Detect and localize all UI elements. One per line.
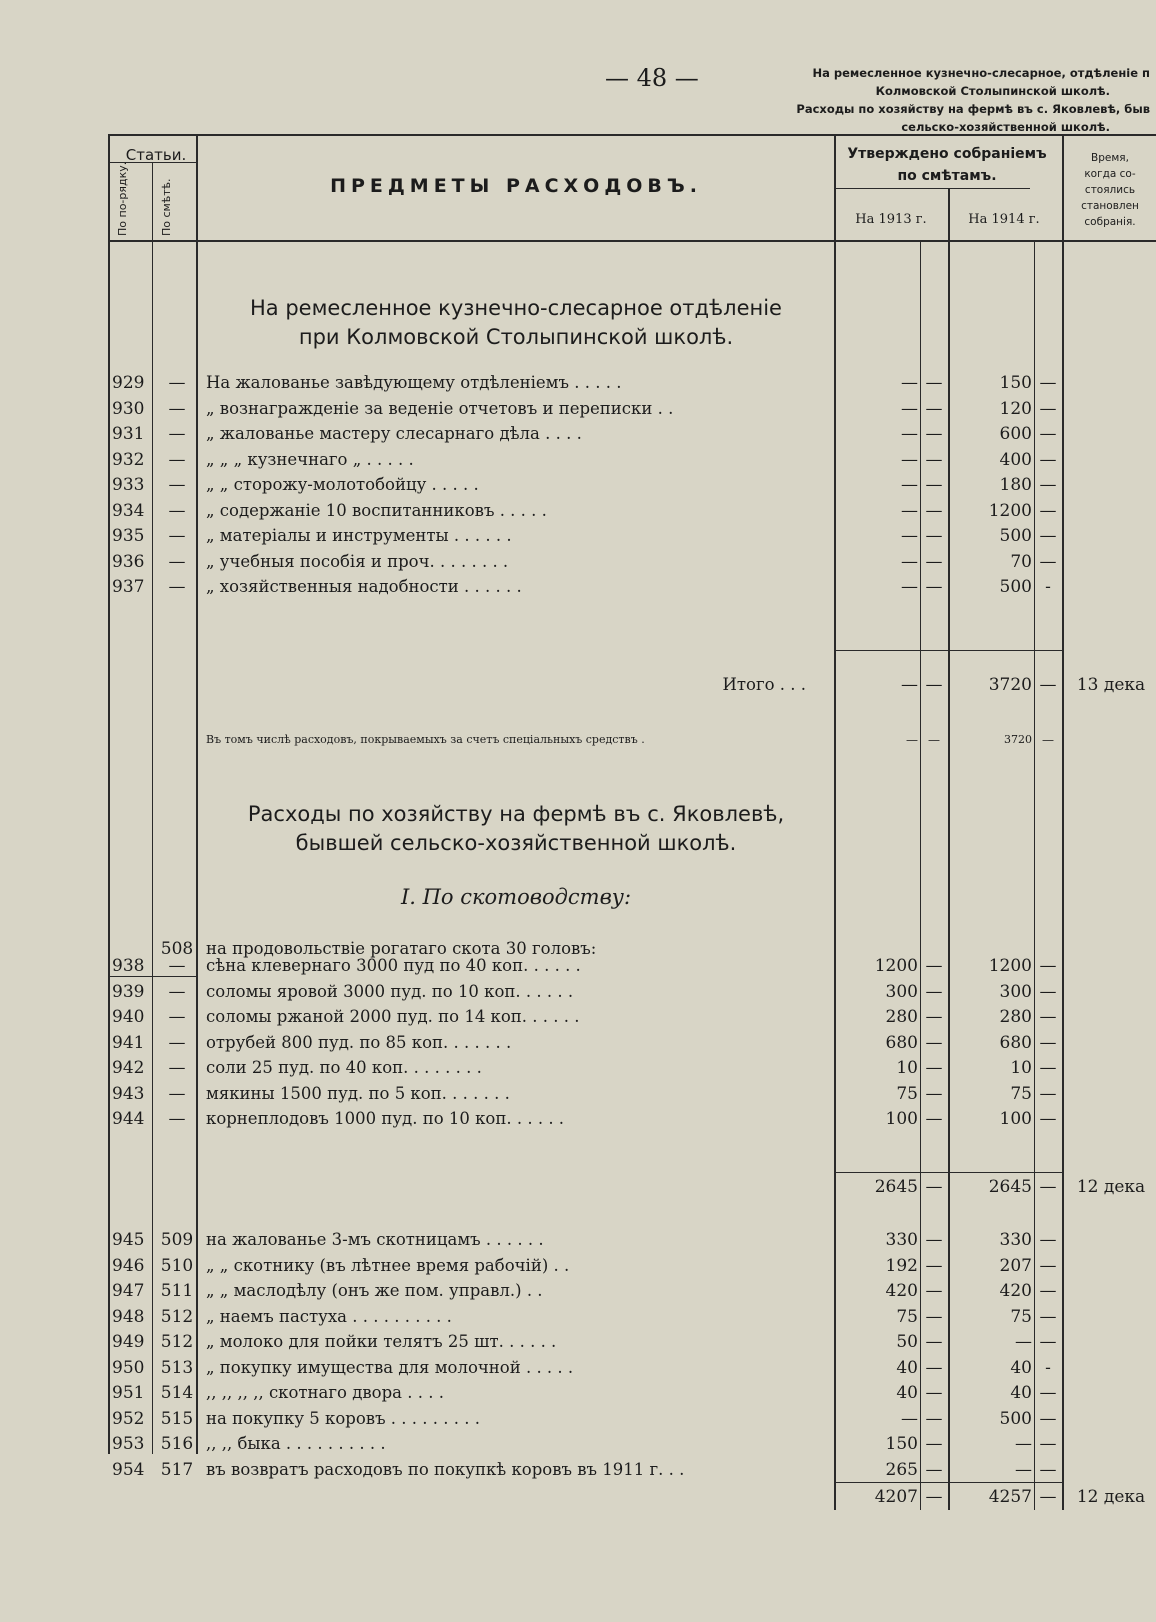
estimate-number: — (168, 577, 186, 597)
section1-total-rule (834, 650, 1062, 651)
subtotal-b-time: 12 дека (1076, 1487, 1146, 1507)
subtotal-b-1913-kop: — (925, 1487, 943, 1507)
header-by-order: По по-рядку. (116, 161, 129, 236)
amount-1913: 420 (885, 1281, 918, 1301)
amount-1913: — (901, 526, 918, 546)
kopecks-1914: — (1039, 1032, 1057, 1053)
ledger-row (0, 1253, 1156, 1279)
expense-description: соли 25 пуд. по 40 коп. . . . . . . . (206, 1058, 482, 1077)
kopecks-1914: — (1039, 1281, 1057, 1301)
amount-1913: 150 (885, 1434, 918, 1454)
subtotal-a-rule (834, 1172, 1062, 1173)
amount-1914: 500 (999, 577, 1032, 597)
kopecks-1913: — (925, 373, 943, 393)
header-approved (836, 143, 1058, 187)
row-number: 930 (112, 398, 145, 419)
expense-description: соломы ржаной 2000 пуд. по 14 коп. . . . . . (206, 1007, 580, 1026)
ledger-row (0, 1081, 1156, 1107)
header-time-line-4: становлен (1081, 200, 1139, 212)
subtotal-a-1913-kop: — (925, 1177, 943, 1197)
kopecks-1913: — (925, 500, 943, 521)
expense-description: ,, ,, ,, ,, скотнаго двора . . . . (206, 1383, 444, 1402)
section2-title (200, 800, 832, 858)
subtotal-b-1913: 4207 (874, 1487, 918, 1507)
header-approved-line-2: по смѣтамъ. (897, 168, 997, 184)
section1-total-row (0, 672, 1156, 698)
ledger-row (0, 953, 1156, 979)
amount-1913: — (901, 551, 918, 572)
expense-description: отрубей 800 пуд. по 85 коп. . . . . . . (206, 1032, 512, 1052)
expense-description: корнеплодовъ 1000 пуд. по 10 коп. . . . . . (206, 1109, 565, 1128)
running-head (730, 64, 1150, 136)
special-funds-note: Въ томъ числѣ расходовъ, покрываемыхъ за счетъ спеціальныхъ средствъ . (206, 733, 645, 746)
section1-title-line-2: при Колмовской Столыпинской школѣ. (298, 325, 734, 349)
estimate-number: — (168, 373, 186, 393)
estimate-number: 516 (160, 1434, 194, 1454)
header-items: ПРЕДМЕТЫ РАСХОДОВЪ. (330, 175, 702, 197)
header-time-line-1: Время, (1091, 152, 1129, 164)
row-number: 953 (112, 1434, 145, 1454)
expense-description: въ возвратъ расходовъ по покупкѣ коровъ въ 1911 г. . . (206, 1459, 685, 1479)
ledger-row (0, 523, 1156, 549)
ledger-row (0, 1304, 1156, 1330)
header-time-line-5: собранія. (1084, 216, 1136, 228)
kopecks-1913: — (925, 956, 943, 976)
amount-1913: 100 (885, 1109, 918, 1129)
kopecks-1914: — (1039, 551, 1057, 572)
table-top-rule (108, 134, 1156, 136)
amount-1914: 280 (999, 1007, 1032, 1027)
ledger-row (0, 370, 1156, 396)
kopecks-1914: — (1039, 1383, 1057, 1403)
ledger-row (0, 1030, 1156, 1056)
estimate-number: 513 (160, 1357, 194, 1378)
kopecks-1913: — (925, 1109, 943, 1129)
estimate-number: 515 (160, 1408, 194, 1429)
amount-1914: 100 (999, 1109, 1032, 1129)
kopecks-1913: — (925, 526, 943, 546)
amount-1914: 600 (999, 424, 1032, 444)
amount-1913: 10 (896, 1058, 918, 1078)
subtotal-b-1914: 4257 (988, 1487, 1032, 1507)
kopecks-1913: — (925, 1459, 943, 1480)
kopecks-1914: — (1039, 1230, 1057, 1250)
ledger-row (0, 1004, 1156, 1030)
kopecks-1913: — (925, 981, 943, 1002)
cattle-feed-desc: на продовольствіе рогатаго скота 30 головъ: (206, 939, 597, 958)
kopecks-1914: — (1039, 526, 1057, 546)
row-number: 948 (112, 1306, 145, 1327)
amount-1914: — (1015, 1332, 1032, 1352)
expense-description: „ „ маслодѣлу (онъ же пом. управл.) . . (206, 1281, 543, 1300)
kopecks-1914: - (1045, 1357, 1051, 1378)
ledger-row (0, 574, 1156, 600)
kopecks-1914: — (1039, 1058, 1057, 1078)
estimate-number: — (168, 475, 186, 495)
kopecks-1913: — (925, 1032, 943, 1053)
estimate-number: 511 (160, 1281, 194, 1301)
estimate-number: 512 (160, 1332, 194, 1352)
ledger-row (0, 421, 1156, 447)
amount-1914: 680 (999, 1032, 1032, 1053)
amount-1914: 40 (1010, 1383, 1032, 1403)
cattle-estimate-no: 508 (160, 939, 194, 959)
ledger-row (0, 1278, 1156, 1304)
kopecks-1913: — (925, 551, 943, 572)
estimate-number: 514 (160, 1383, 194, 1403)
amount-1913: — (901, 424, 918, 444)
total-time: 13 дека (1076, 675, 1146, 695)
estimate-number: — (168, 424, 186, 444)
kopecks-1914: — (1039, 373, 1057, 393)
subtotal-a-time: 12 дека (1076, 1177, 1146, 1197)
ledger-row (0, 1431, 1156, 1457)
kopecks-1913: — (925, 1083, 943, 1104)
amount-1913: 75 (896, 1083, 918, 1104)
amount-1913: — (901, 500, 918, 521)
ledger-row (0, 1406, 1156, 1432)
note-1913-kop: — (928, 733, 940, 747)
amount-1914: 120 (999, 398, 1032, 419)
kopecks-1914: — (1039, 1109, 1057, 1129)
estimate-number: — (168, 1083, 186, 1104)
amount-1914: 1200 (988, 956, 1032, 976)
subtotal-a-row (0, 1174, 1156, 1200)
kopecks-1914: — (1039, 1083, 1057, 1104)
section1-title (200, 294, 832, 352)
amount-1914: — (1015, 1434, 1032, 1454)
estimate-number: 510 (160, 1255, 194, 1276)
kopecks-1913: — (925, 475, 943, 495)
section2-title-line-1: Расходы по хозяйству на фермѣ въ с. Яковлевѣ, (247, 802, 785, 826)
running-head-line-3: Расходы по хозяйству на фермѣ въ с. Яковлевѣ, быв (796, 102, 1150, 116)
approved-rule (834, 188, 1030, 189)
section1-title-line-1: На ремесленное кузнечно-слесарное отдѣленіе (250, 296, 782, 320)
amount-1914: 180 (999, 475, 1032, 495)
ledger-row (0, 1380, 1156, 1406)
kopecks-1913: — (925, 449, 943, 470)
kopecks-1914: — (1039, 956, 1057, 976)
row-number: 929 (112, 373, 145, 393)
estimate-number: — (168, 526, 186, 546)
row-number: 938 (112, 956, 145, 976)
header-approved-line-1: Утверждено собраніемъ (847, 146, 1047, 162)
running-head-line-1: На ремесленное кузнечно-слесарное, отдѣленіе п (812, 66, 1150, 80)
note-1913: — (906, 733, 918, 747)
estimate-number: — (168, 981, 186, 1002)
ledger-row (0, 396, 1156, 422)
kopecks-1914: — (1039, 1332, 1057, 1352)
expense-description: „ покупку имущества для молочной . . . . . (206, 1357, 574, 1377)
kopecks-1914: — (1039, 1007, 1057, 1027)
row-number: 943 (112, 1083, 145, 1104)
amount-1914: 300 (999, 981, 1032, 1002)
kopecks-1913: — (925, 1058, 943, 1078)
estimate-number: — (168, 1007, 186, 1027)
kopecks-1913: — (925, 424, 943, 444)
amount-1914: 420 (999, 1281, 1032, 1301)
row-number: 950 (112, 1357, 145, 1378)
amount-1913: — (901, 475, 918, 495)
row-number: 935 (112, 526, 145, 546)
section2-title-line-2: бывшей сельско-хозяйственной школѣ. (295, 831, 737, 855)
subtotal-b-rule (834, 1482, 1062, 1483)
amount-1913: 1200 (874, 956, 918, 976)
amount-1913: — (901, 398, 918, 419)
estimate-number: — (168, 1109, 186, 1129)
amount-1914: 150 (999, 373, 1032, 393)
row-number: 941 (112, 1032, 145, 1053)
estimate-number: 512 (160, 1306, 194, 1327)
kopecks-1913: — (925, 1007, 943, 1027)
estimate-number: — (168, 551, 186, 572)
kopecks-1914: — (1039, 1255, 1057, 1276)
row-number: 933 (112, 475, 145, 495)
amount-1914: 330 (999, 1230, 1032, 1250)
expense-description: „ вознагражденіе за веденіе отчетовъ и переписки . . (206, 398, 674, 418)
note-1914: 3720 (1004, 733, 1032, 746)
note-1914-kop: — (1042, 733, 1054, 747)
expense-description: „ матеріалы и инструменты . . . . . . (206, 526, 512, 545)
kopecks-1913: — (925, 1357, 943, 1378)
ledger-row (0, 472, 1156, 498)
expense-description: „ содержаніе 10 воспитанниковъ . . . . . (206, 500, 547, 520)
kopecks-1913: — (925, 1383, 943, 1403)
row-number: 954 (112, 1459, 145, 1480)
expense-description: „ жалованье мастеру слесарнаго дѣла . . . . (206, 424, 582, 443)
kopecks-1914: — (1039, 981, 1057, 1002)
header-year-1914: На 1914 г. (968, 212, 1040, 227)
amount-1914: 70 (1010, 551, 1032, 572)
row-number: 945 (112, 1230, 145, 1250)
row-number: 934 (112, 500, 145, 521)
expense-description: „ „ скотнику (въ лѣтнее время рабочій) . . (206, 1255, 570, 1275)
kopecks-1914: — (1039, 500, 1057, 521)
kopecks-1914: — (1039, 398, 1057, 419)
section2-subtitle: I. По скотоводству: (400, 885, 632, 909)
header-time-line-3: стоялись (1084, 184, 1136, 196)
amount-1913: — (901, 577, 918, 597)
estimate-number: 509 (160, 1230, 194, 1250)
amount-1914: 500 (999, 526, 1032, 546)
estimate-number: — (168, 449, 186, 470)
subtotal-b-row (0, 1484, 1156, 1510)
ledger-row (0, 979, 1156, 1005)
ledger-row (0, 1227, 1156, 1253)
expense-description: ,, ,, быка . . . . . . . . . . (206, 1434, 386, 1453)
amount-1913: 680 (885, 1032, 918, 1053)
kopecks-1914: — (1039, 1408, 1057, 1429)
amount-1913: 40 (896, 1383, 918, 1403)
row-number: 952 (112, 1408, 145, 1429)
amount-1914: 400 (999, 449, 1032, 470)
expense-description: „ наемъ пастуха . . . . . . . . . . (206, 1306, 452, 1326)
expense-description: „ „ „ кузнечнаго „ . . . . . (206, 449, 414, 469)
kopecks-1913: — (925, 1408, 943, 1429)
kopecks-1913: — (925, 1332, 943, 1352)
row-number: 944 (112, 1109, 145, 1129)
amount-1913: 280 (885, 1007, 918, 1027)
kopecks-1913: — (925, 398, 943, 419)
amount-1913: — (901, 373, 918, 393)
estimate-number: — (168, 500, 186, 521)
amount-1913: 265 (885, 1459, 918, 1480)
row-number: 932 (112, 449, 145, 470)
estimate-number: — (168, 398, 186, 419)
row-number: 946 (112, 1255, 145, 1276)
header-time-line-2: когда со- (1084, 168, 1136, 180)
header-articles: Статьи. (125, 146, 187, 164)
total-1913: — (901, 675, 918, 695)
running-head-line-2: Колмовской Столыпинской школѣ. (875, 84, 1110, 98)
amount-1913: 300 (885, 981, 918, 1002)
kopecks-1914: — (1039, 449, 1057, 470)
amount-1914: 75 (1010, 1083, 1032, 1104)
kopecks-1913: — (925, 577, 943, 597)
ledger-row (0, 498, 1156, 524)
kopecks-1913: — (925, 1230, 943, 1250)
ledger-row (0, 447, 1156, 473)
amount-1914: — (1015, 1459, 1032, 1480)
ledger-row (0, 1457, 1156, 1483)
total-label: Итого . . . (722, 675, 806, 694)
row-number: 939 (112, 981, 145, 1002)
subtotal-a-1914-kop: — (1039, 1177, 1057, 1197)
expense-description: мякины 1500 пуд. по 5 коп. . . . . . . (206, 1083, 510, 1103)
estimate-number: — (168, 1032, 186, 1053)
kopecks-1914: — (1039, 424, 1057, 444)
subtotal-a-1913: 2645 (874, 1177, 918, 1197)
expense-description: на покупку 5 коровъ . . . . . . . . . (206, 1408, 480, 1428)
estimate-number: — (168, 956, 186, 976)
amount-1914: 40 (1010, 1357, 1032, 1378)
ledger-row (0, 1055, 1156, 1081)
row-number: 951 (112, 1383, 145, 1403)
header-time (1064, 150, 1156, 230)
ledger-row (0, 1106, 1156, 1132)
expense-description: „ молоко для пойки телятъ 25 шт. . . . . . (206, 1332, 557, 1351)
estimate-number: 517 (160, 1459, 194, 1480)
expense-description: „ „ сторожу-молотобойцу . . . . . (206, 475, 479, 494)
header-bottom-rule (108, 240, 1156, 242)
total-1914: 3720 (988, 675, 1032, 695)
row-number: 937 (112, 577, 145, 597)
expense-description: сѣна клевернаго 3000 пуд по 40 коп. . . . . . (206, 956, 581, 975)
amount-1913: 330 (885, 1230, 918, 1250)
row-number: 940 (112, 1007, 145, 1027)
expense-description: на жалованье 3-мъ скотницамъ . . . . . . (206, 1230, 544, 1249)
kopecks-1914: — (1039, 1459, 1057, 1480)
expense-description: „ хозяйственныя надобности . . . . . . (206, 577, 522, 596)
expense-description: соломы яровой 3000 пуд. по 10 коп. . . . . . (206, 981, 574, 1001)
kopecks-1913: — (925, 1281, 943, 1301)
kopecks-1913: — (925, 1255, 943, 1276)
kopecks-1914: — (1039, 1306, 1057, 1327)
header-year-1913: На 1913 г. (855, 212, 927, 227)
amount-1914: 75 (1010, 1306, 1032, 1327)
kopecks-1913: — (925, 1434, 943, 1454)
row-number: 936 (112, 551, 145, 572)
amount-1913: — (901, 1408, 918, 1429)
total-1913-kop: — (925, 675, 943, 695)
row-number: 947 (112, 1281, 145, 1301)
page-number: — 48 — (605, 64, 699, 92)
amount-1914: 207 (999, 1255, 1032, 1276)
estimate-number: — (168, 1058, 186, 1078)
total-1914-kop: — (1039, 675, 1057, 695)
kopecks-1914: — (1039, 475, 1057, 495)
expense-description: „ учебныя пособія и проч. . . . . . . . (206, 551, 509, 571)
subtotal-a-1914: 2645 (988, 1177, 1032, 1197)
running-head-line-4: сельско-хозяйственной школѣ. (901, 120, 1110, 134)
amount-1913: 192 (885, 1255, 918, 1276)
amount-1913: 75 (896, 1306, 918, 1327)
ledger-row (0, 1355, 1156, 1381)
kopecks-1913: — (925, 1306, 943, 1327)
amount-1913: — (901, 449, 918, 470)
header-by-estimate: По смѣтѣ. (160, 178, 173, 236)
kopecks-1914: - (1045, 577, 1051, 597)
amount-1913: 40 (896, 1357, 918, 1378)
row-number: 949 (112, 1332, 145, 1352)
kopecks-1914: — (1039, 1434, 1057, 1454)
ledger-row (0, 549, 1156, 575)
subtotal-b-1914-kop: — (1039, 1487, 1057, 1507)
amount-1914: 500 (999, 1408, 1032, 1429)
ledger-row (0, 1329, 1156, 1355)
row-number: 931 (112, 424, 145, 444)
expense-description: На жалованье завѣдующему отдѣленіемъ . . . . . (206, 373, 622, 392)
amount-1914: 1200 (988, 500, 1032, 521)
row-number: 942 (112, 1058, 145, 1078)
amount-1914: 10 (1010, 1058, 1032, 1078)
amount-1913: 50 (896, 1332, 918, 1352)
